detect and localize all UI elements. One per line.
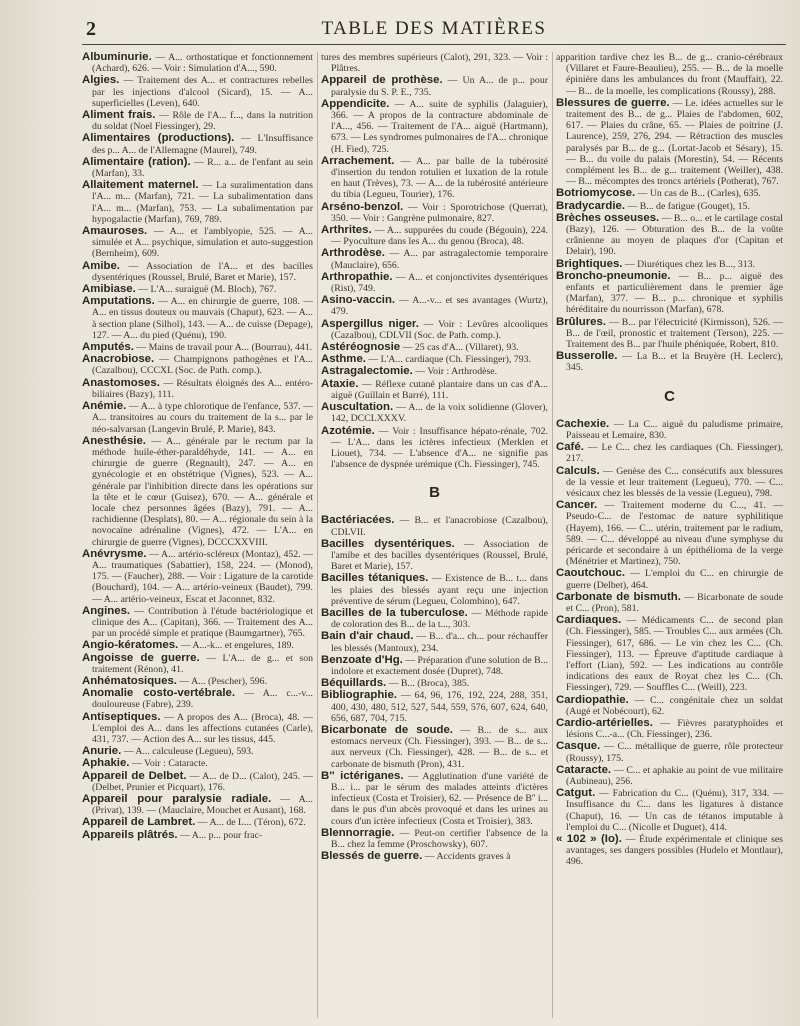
entry-term: Appareil pour paralysie radiale. [82, 793, 272, 805]
index-entry [321, 515, 548, 537]
index-entry [82, 817, 313, 828]
column-1 [82, 52, 317, 1018]
entry-text: — L'A... de g... et son traitement (Rénon), 41. [92, 652, 313, 675]
index-entry [556, 695, 783, 717]
entry-term: Brûlures. [556, 315, 607, 328]
entry-term: Appareil de prothèse. [321, 74, 443, 87]
entry-term: Arthropathie. [321, 270, 393, 283]
entry-term: Appareils plâtrés. [82, 828, 178, 841]
entry-text: — A... et conjonctivites dysentériques (Rist), 749. [331, 271, 548, 295]
entry-term: Blennorragie. [321, 826, 395, 839]
entry-text: — 64, 96, 176, 192, 224, 288, 351, 400, 430, 480, 512, 527, 544, 559, 576, 607, 624, 640, 656, 687, 704, 715. [331, 690, 548, 724]
entry-text: — C... métallique de guerre, rôle protecteur (Roussy), 175. [566, 741, 783, 764]
entry-text: — Agglutination d'une variété de B... i... par le sérum des malades atteints d'ictères infectieux (Costa et Troisier), 62. — Présence de B'' i... dans le pus d'un abcès provoqué et dans les urines au cours d'un ictère infectieux (Costa et Troisier), 383. [331, 770, 548, 827]
entry-text: — Un cas de B... (Carles), 635. [635, 188, 761, 200]
index-entry [82, 401, 313, 435]
index-entry [556, 765, 783, 787]
entry-term: Brèches osseuses. [556, 211, 660, 224]
index-entry [82, 354, 313, 376]
entry-text: — Voir : Sporotrichose (Querrat), 350. — Voir : Gangrène pulmonaire, 827. [331, 201, 548, 224]
entry-term: Angines. [82, 604, 131, 617]
entry-text: — Voir : Insuffisance hépato-rénale, 702. — L'A... dans les ictères infectieux (Merklen et Liouet), 734. — L'absence d'A... ne signifie pas l'absence de dyspnée urémique (Ch. Fiessinger), 745. [331, 425, 548, 471]
entry-text: — B... et l'anacrobiose (Cazalbou), CDLVII. [331, 515, 548, 538]
index-entry [82, 110, 313, 132]
entry-term: Angoisse de guerre. [82, 651, 200, 664]
index-entry [82, 226, 313, 260]
entry-text: — B... p... aiguë des enfants et particulièrement dans le premier âge (Marfan), 377. — B... p... chronique et syphilis héréditaire du nourrisson (Marfan), 678. [566, 270, 783, 316]
page-number: 2 [86, 18, 96, 40]
index-entry [321, 202, 548, 224]
entry-term: Botriomycose. [556, 187, 636, 200]
index-entry [321, 771, 548, 827]
entry-term: Albuminurie. [82, 52, 152, 63]
entry-term: « 102 » (Io). [556, 833, 622, 845]
entry-term: B'' ictériganes. [321, 769, 404, 782]
index-entry [82, 75, 313, 109]
index-entry [556, 592, 783, 614]
index-entry [82, 52, 313, 74]
entry-term: Cardiaques. [556, 614, 622, 627]
entry-term: Bradycardie. [556, 199, 626, 212]
index-entry [321, 725, 548, 770]
entry-text: — A... par astragalectomie temporaire (Mauclaire), 656. [331, 248, 548, 271]
index-entry [321, 295, 548, 317]
entry-text: — Fièvres paratyphoïdes et lésions C...-a... (Ch. Fiessinger), 236. [566, 717, 783, 741]
entry-text: — 25 cas d'A... (Villaret), 93. [400, 342, 519, 354]
index-entry [82, 653, 313, 675]
index-entry [82, 549, 313, 605]
index-entry [82, 771, 313, 793]
entry-term: Arséno-benzol. [321, 200, 404, 213]
entry-text: — Association de l'A... et des bacilles dysentériques (Roussel, Brulé, Baret et Marie), 157. [92, 260, 313, 283]
index-entry [556, 259, 783, 270]
entry-term: Béquillards. [321, 677, 387, 690]
entry-term: Brightiques. [556, 257, 623, 270]
entry-term: Alimentaire (ration). [82, 155, 191, 168]
entry-term: Bacilles de la tuberculose. [321, 606, 468, 619]
entry-term: Allaitement maternel. [82, 179, 199, 192]
entry-term: Carbonate de bismuth. [556, 590, 681, 603]
entry-text: — Accidents graves à [422, 851, 511, 863]
entry-text: — L'emploi du C... en chirurgie de guerre (Delbet), 464. [566, 568, 783, 591]
index-entry [556, 317, 783, 351]
index-entry [321, 426, 548, 471]
index-entry [82, 794, 313, 816]
entry-text: — B... (Broca), 385. [386, 678, 470, 690]
entry-term: Aphakie. [82, 757, 130, 770]
entry-text: — La B... et la Bruyère (H. Leclerc), 345. [566, 351, 783, 374]
entry-term: Algies. [82, 74, 120, 87]
index-entry [321, 402, 548, 424]
entry-term: Catgut. [556, 787, 596, 800]
entry-text: — L'Insuffisance des p... A... de l'Allemagne (Maurel), 749. [92, 133, 313, 156]
entry-text: — Un A... de p... pour paralysie du S. P. E., 735. [331, 75, 548, 98]
entry-term: Asthme. [321, 353, 366, 366]
entry-term: Cardio-artérielles. [556, 716, 653, 729]
entry-text: — Traitement des A... et contractures rebelles par les injections d'alcool (Sicard), 15. — A... superficielles (Leven), 640. [92, 75, 313, 109]
entry-text: — L'A... cardiaque (Ch. Fiessinger), 793. [365, 354, 531, 366]
index-entry [556, 442, 783, 464]
entry-text: — Diurétiques chez les B..., 313. [622, 258, 755, 270]
index-entry [321, 608, 548, 630]
index-entry [321, 573, 548, 607]
entry-text: — A... en chirurgie de guerre, 108. — A... en tissus douteux ou mauvais (Chaput), 623. — A... à section plane (Silhol), 143. — A... de cuisse (Depage), 127. — A... du pied (Quénu), 190. [92, 296, 313, 341]
column-3 [552, 52, 787, 1018]
index-entry [82, 296, 313, 341]
index-entry [321, 539, 548, 573]
entry-text: — Médicaments C... de second plan (Ch. Fiessinger), 585. — Troubles C... aux armées (Ch. Fiessinger), 617, 686. — Le vin chez les C... (Ch. Fiessinger), 113. — Épreuve d'aptitude cardiaque à l'effort (Lian), 592. — Les indications au contrôle indications des eaux de Royat chez les C... (Ch. Fiessinger), 729. — Souffles C... (Weill), 223. [566, 615, 783, 694]
index-entry [82, 758, 313, 769]
entry-term: Anastomoses. [82, 376, 160, 389]
entry-term: Anhématosiques. [82, 674, 177, 687]
entry-term: Benzoate d'Hg. [321, 653, 403, 666]
index-entry [82, 436, 313, 548]
entry-term: Caoutchouc. [556, 567, 625, 580]
entry-text: — A... générale par le rectum par la méthode huile-éther-paraldéhyde, 141. — A... en chirurgie de guerre (Regnault), 247. — A... en gynécologie et en obstétrique (Vignes), 523. — A... générale par l'inhibition directe dans les opérations sur la tête et le cœur (Guisez), 670. — A... générale et locale chez personnes âgées (Bazy), 791. — A... rachidienne (Desplats), 80. — A... régionale du sein à la novocaïne adrénaline (Vignes), 472. — L'A... en chirurgie de guerre (Vignes), DCCCXXVIII. [92, 435, 313, 548]
entry-text: — Peut-on certifier l'absence de la B... chez la femme (Proschowsky), 607. [331, 827, 548, 850]
index-entry [321, 225, 548, 247]
entry-text: — A... par balle de la tubérosité d'insertion du tendon rotulien et luxation de la rotule en haut (Trèves), 73. — A... de la tubérosité antérieure du tibia (Legueu, Tourier), 176. [331, 155, 548, 201]
entry-term: Bacilles tétaniques. [321, 572, 429, 585]
index-entry [82, 640, 313, 651]
entry-term: Appendicite. [321, 97, 390, 110]
index-entry [321, 851, 548, 862]
index-entry [556, 788, 783, 833]
index-entry [556, 271, 783, 316]
entry-term: Cachexie. [556, 417, 610, 430]
index-entry [321, 655, 548, 677]
index-entry [321, 342, 548, 353]
entry-text: — Fabrication du C... (Quénu), 317, 334. — Insuffisance du C... dans les ligatures à distance (Chaput), 16. — Un cas de tétanos imputable à l'emploi du C... (Nicolle et Duguet), 414. [566, 788, 783, 833]
entry-text: — A...-v... et ses avantages (Wurtz), 479. [331, 295, 548, 318]
entry-term: Busserolle. [556, 350, 618, 363]
entry-term: Amauroses. [82, 225, 148, 238]
entry-text: — A... et l'amblyopie, 525. — A... simulée et A... psychique, simulation et auto-suggestion (Bernheim), 609. [92, 226, 313, 260]
entry-text: — A...-k... et engelures, 189. [178, 640, 294, 652]
entry-text: — A propos des A... (Broca), 48. — L'emploi des A... dans les affections cutanées (Carle), 431, 737. — Action des A... sur les tissus, 445. [92, 711, 313, 745]
index-entry [321, 272, 548, 294]
entry-term: Aspergillus niger. [321, 317, 419, 330]
index-entry [321, 379, 548, 401]
entry-text: — B... par l'électricité (Kirmisson), 526. — B... de l'œil, pronostic et traitement (Terson), 225. — Traitement des B... par l'huile phéniquée, Robert, 810. [566, 316, 783, 351]
entry-term: Bain d'air chaud. [321, 630, 414, 643]
entry-text: — A... calculeuse (Legueu), 593. [121, 746, 254, 758]
index-entry [556, 98, 783, 188]
entry-text: — A... de L... (Téron), 672. [195, 817, 306, 829]
entry-term: Amputations. [82, 295, 155, 308]
entry-term: Casque. [556, 740, 601, 753]
entry-text: — Association de l'amibe et des bacilles dysentériques (Roussel, Brulé, Baret et Marie), 157. [331, 538, 548, 573]
index-entry [82, 830, 313, 841]
entry-text: — A... de la voix solidienne (Glover), 142, DCCLXXXV. [331, 402, 548, 425]
entry-text: — Voir : Cataracte. [129, 758, 208, 770]
entry-text: — Le. idées actuelles sur le traitement des B... de g... Plaies de l'abdomen, 602, 617. — Plaies du crâne, 65. — Plaies de poitrine (J. Laurence), 259, 276, 294. — Rétraction des muscles paralysés par B... de g... (Lortat-Jacob et Sésary), 15. — B... du voile du palais (Morestin), 54. — Récents complément les B... de g... traitement (Weiller), 438. — B... mécomptes des troncs artériels (Potherat), 767. [566, 97, 783, 188]
index-entry [556, 500, 783, 567]
entry-term: Asino-vaccin. [321, 294, 396, 307]
entry-term: Appareil de Lambret. [82, 816, 196, 829]
entry-text: — La C... aiguë du paludisme primaire, Paisseau et Lemaire, 830. [566, 418, 783, 441]
index-entry [556, 718, 783, 740]
index-entry [321, 319, 548, 341]
index-entry [82, 676, 313, 687]
entry-text: — A... de D... (Calot), 245. — (Delbet, Prunier et Picquart), 176. [92, 770, 313, 793]
entry-term: Antiseptiques. [82, 710, 161, 723]
entry-text: — C... et aphakie au point de vue militaire (Aubineau), 256. [566, 764, 783, 787]
entry-term: Amibiase. [82, 283, 136, 296]
entry-text: — A... artério-scléreux (Montaz), 452. — A... traumatiques (Sabattier), 158, 224. — (Monod), 175. — (Faucher), 288. — Voir : Ligature de la carotide (Bouchard), 104. — A... artério-veineux (Baudet), 799. — A... artério-veineux, Escat et Jaconnet, 832. [92, 548, 313, 605]
entry-term: Bactériacées. [321, 514, 395, 527]
entry-term: Anurie. [82, 745, 122, 758]
entry-term: Arrachement. [321, 154, 395, 167]
entry-text: apparition tardive chez les B... de g... cranio-cérébraux (Villaret et Faure-Beaulieu), 255. — B... de la moelle épinière dans les ambulances du front (Mauffait), 22. — B... de la moelle, les complications (Roussy), 288. [556, 52, 783, 97]
entry-text: — Voir : Levûres alcooliques (Cazalbou), CDLVII (Soc. de Path. comp.). [331, 318, 548, 341]
entry-text: — Contribution à l'étude bactériologique et clinique des A... (Capitan), 366. — Traitement des A... par un procédé simple et pratique (Baumgartner), 765. [92, 605, 313, 640]
page-header [82, 18, 786, 44]
entry-text: — Le C... chez les cardiaques (Ch. Fiessinger), 217. [566, 442, 783, 465]
index-entry [82, 133, 313, 155]
entry-term: Anomalie costo-vertébrale. [82, 687, 236, 700]
index-entry [556, 201, 783, 212]
index-entry [82, 261, 313, 283]
index-entry [82, 378, 313, 400]
entry-text: — A... p... pour frac- [177, 829, 263, 841]
index-entry [556, 466, 783, 500]
index-entry [321, 99, 548, 155]
entry-text: — Genèse des C... consécutifs aux blessures de la vessie et leur traitement (Legueu), 770. — C... vésicaux chez les blessés de la vessie (Legueu), 798. [566, 465, 783, 499]
entry-text: — Rôle de l'A... f..., dans la nutrition du soldat (Noel Fiessinger), 29. [92, 110, 313, 133]
index-entry [556, 568, 783, 590]
index-entry [556, 213, 783, 258]
entry-text: — Champignons pathogènes et l'A... (Cazalbou), CCCXL (Soc. de Path. comp.). [92, 354, 313, 377]
entry-text: tures des membres supérieurs (Calot), 291, 323. — Voir : Plâtres. [321, 52, 548, 75]
index-entry [556, 741, 783, 763]
entry-term: Appareil de Delbet. [82, 769, 187, 782]
index-entry [556, 188, 783, 199]
entry-term: Angio-kératomes. [82, 639, 179, 652]
index-entry [82, 180, 313, 225]
page-title: TABLE DES MATIÈRES [321, 18, 547, 39]
entry-term: Ataxie. [321, 377, 359, 390]
entry-text: — Traitement moderne du C..., 41. — Pseudo-C... de l'estomac de nature syphilitique (Hayem), 166. — C... utérin, traitement par le radium, 589. — C... développé au niveau d'une symphyse du péricarde et secondaire à un épithélioma de la verge (Ménétrier et Martinez), 750. [566, 500, 783, 568]
index-entry [82, 688, 313, 710]
entry-term: Broncho-pneumonie. [556, 269, 671, 282]
index-entry [556, 351, 783, 373]
entry-term: Cataracte. [556, 763, 612, 776]
entry-term: Amputés. [82, 341, 134, 354]
section-letter: B [429, 484, 440, 502]
entry-term: Calculs. [556, 464, 600, 477]
entry-term: Azotémie. [321, 424, 375, 437]
entry-text: — Réflexe cutané plantaire dans un cas d'A... aiguë (Guillain et Barré), 111. [331, 378, 548, 401]
entry-text: — Préparation d'une solution de B... indolore et exactement dosée (Dupret), 748. [331, 654, 548, 677]
index-entry [82, 712, 313, 746]
entry-term: Anacrobiose. [82, 353, 155, 366]
entry-text: — A... suite de syphilis (Jalaguier), 366. — A propos de la contracture abdominale de l'A..., 456. — Traitement de l'A... aiguë (Hartmann), 673. — Les syndromes pulmonaires de l'A... chronique (H. Fied), 725. [331, 98, 548, 155]
entry-term: Anémie. [82, 400, 127, 413]
entry-text: — La suralimentation dans l'A... m... (Marfan), 721. — La subalimentation dans l'A... m... (Marfan), 753. — La subalimentation par hypogalactie (Marfan), 769, 789. [92, 180, 313, 225]
entry-term: Bacilles dysentériques. [321, 537, 455, 550]
entry-term: Alimentaires (productions). [82, 132, 235, 145]
entry-term: Blessés de guerre. [321, 850, 423, 863]
entry-text: — A... (Pescher), 596. [176, 675, 268, 687]
entry-text: — Existence de B... t... dans les plaies des blessés ayant reçu une injection préventive de sérum (Legueu, Colombino), 647. [331, 573, 548, 607]
section-letter: C [664, 387, 675, 405]
entry-term: Café. [556, 441, 584, 454]
index-entry [321, 248, 548, 270]
index-entry [82, 342, 313, 353]
entry-text: — Méthode rapide de coloration des B... de la t..., 303. [331, 607, 548, 631]
index-entry [82, 157, 313, 179]
entry-text: — Résultats éloignés des A... entéro-biliaires (Bazy), 111. [92, 377, 313, 400]
index-entry [321, 678, 548, 689]
index-entry [321, 75, 548, 97]
entry-text: — A... c...-v... douloureuse (Fabre), 239. [92, 688, 313, 711]
entry-term: Cancer. [556, 499, 598, 512]
entry-text: — A... orthostatique et fonctionnement (Achard), 626. — Voir : Simulation d'A..., 590. [92, 52, 313, 75]
index-entry [321, 156, 548, 201]
index-entry [82, 746, 313, 757]
entry-term: Arthrodèse. [321, 247, 385, 260]
index-entry [82, 606, 313, 640]
index-entry [556, 52, 783, 97]
index-entry [556, 615, 783, 693]
index-entry [82, 284, 313, 295]
index-entry [321, 690, 548, 724]
index-entry [556, 834, 783, 868]
entry-text: — Mains de travail pour A... (Bourrau), 441. [133, 342, 313, 354]
column-2 [317, 52, 552, 1018]
index-entry [321, 631, 548, 653]
entry-text: — Voir : Arthrodèse. [412, 366, 498, 378]
entry-term: Astéréognosie [321, 341, 401, 354]
entry-term: Aliment frais. [82, 109, 156, 122]
entry-term: Bicarbonate de soude. [321, 723, 453, 736]
entry-term: Anesthésie. [82, 434, 146, 447]
header-rule [82, 44, 786, 45]
entry-text: — B... d'a... ch... pour réchauffer les blessés (Mantoux), 234. [331, 631, 548, 654]
entry-term: Blessures de guerre. [556, 96, 670, 109]
entry-term: Cardiopathie. [556, 693, 629, 706]
index-entry [321, 828, 548, 850]
entry-text: — B... de fatigue (Gouget), 15. [625, 200, 750, 212]
entry-text: — C... congénitale chez un soldat (Augé et Nobécourt), 62. [566, 694, 783, 717]
entry-text: — B... de s... aux estomacs nerveux (Ch. Fiessinger), 393. — B... de s... aux nerveux (Ch. Fiessinger), 428. — B... de s... et carbonate de bismuth (Pron), 431. [331, 724, 548, 770]
index-entry [321, 366, 548, 377]
entry-text: — A... à type chlorotique de l'enfance, 537. — A... transitoires au cours du traitement de la s... par le néo-salvarsan (Langevin Brulé, P. Marie), 843. [92, 401, 313, 435]
entry-text: — Bicarbonate de soude et C... (Pron), 581. [566, 591, 783, 614]
index-entry [556, 419, 783, 441]
entry-term: Auscultation. [321, 401, 394, 414]
entry-text: — A... (Privat), 139. — (Mauclaire, Mouchet et Ausant), 168. [92, 794, 313, 817]
entry-text: — L'A... suraiguë (M. Bloch), 767. [135, 284, 277, 296]
index-columns [82, 52, 788, 1018]
entry-term: Amibe. [82, 259, 120, 272]
entry-text: — A... suppurées du coude (Bégouin), 224. — Pyoculture dans les A... du genou (Broca), 48. [331, 225, 548, 248]
index-entry [321, 52, 548, 74]
index-entry [321, 354, 548, 365]
entry-text: — R... a... de l'enfant au sein (Marfan), 33. [92, 156, 314, 180]
entry-term: Bibliographie. [321, 689, 397, 702]
entry-term: Anévrysme. [82, 547, 147, 560]
entry-term: Arthrites. [321, 224, 372, 237]
entry-term: Astragalectomie. [321, 365, 413, 378]
entry-text: — Étude expérimentale et clinique ses avantages, ses dangers possibles (Hudelo et Montlaur), 496. [566, 834, 783, 868]
entry-text: — B... o... et le cartilage costal (Bazy), 126. — Obturation des B... de la voûte crânienne au moyen de plaques d'or (Capitan et Delair), 190. [566, 212, 784, 258]
